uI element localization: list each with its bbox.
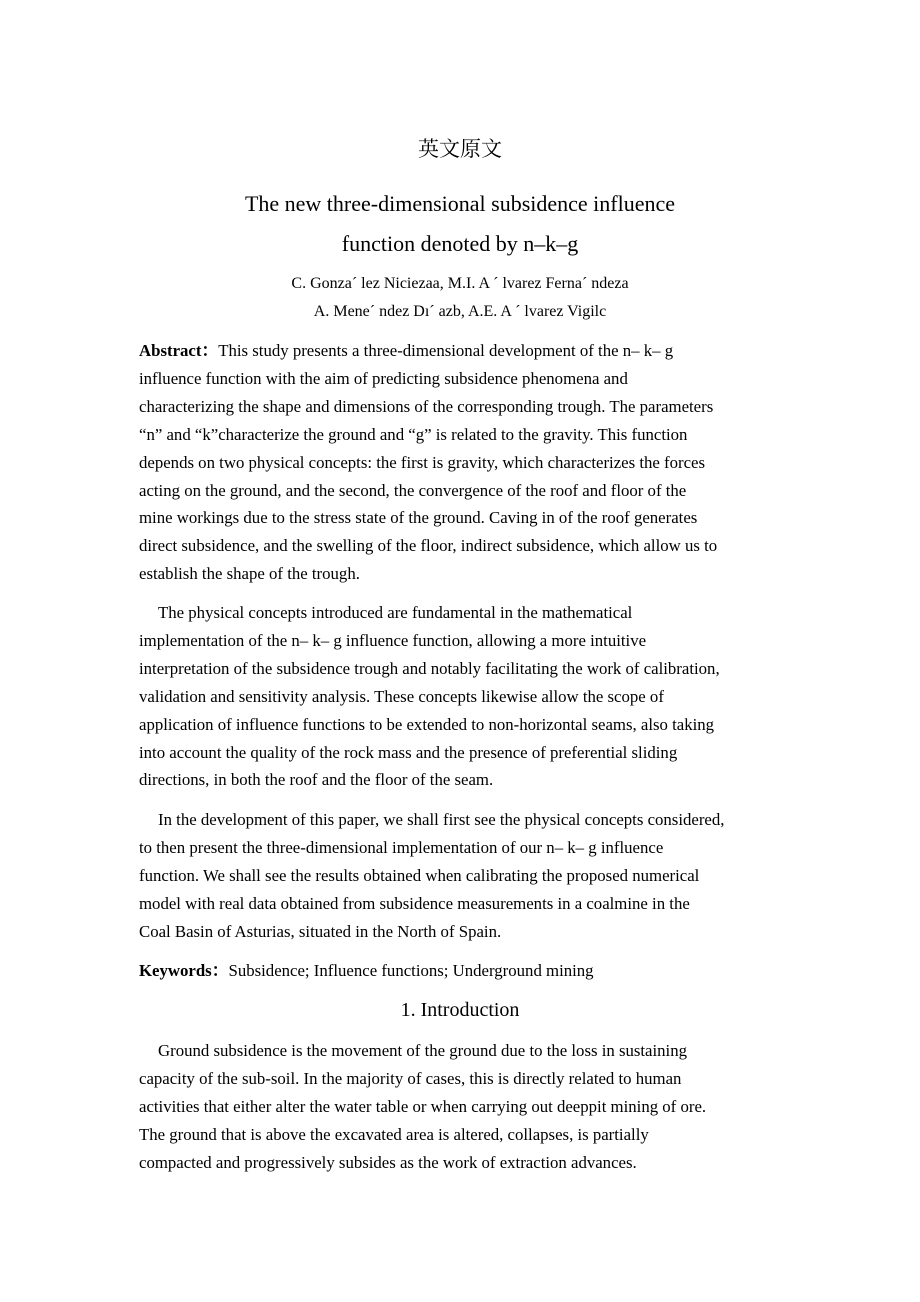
abstract-line: influence function with the aim of predicting subsidence phenomena and [139,368,628,388]
body-paragraph [139,599,789,794]
paper-title [0,184,920,264]
paragraph-line: validation and sensitivity analysis. These concepts likewise allow the scope of [139,686,664,706]
body-paragraph [139,806,789,946]
author-line: C. Gonza´ lez Niciezaa, M.I. A ´ lvarez Ferna´ ndeza [291,275,629,292]
abstract-label: Abstract： [139,341,219,360]
abstract-line: depends on two physical concepts: the first is gravity, which characterizes the forces [139,452,706,472]
paragraph-line: compacted and progressively subsides as the work of extraction advances. [139,1152,637,1172]
abstract-line: acting on the ground, and the second, the convergence of the roof and floor of the [139,480,687,500]
abstract-text: This study presents a three-dimensional development of the n– k– g [218,341,674,360]
abstract-line: “n” and “k”characterize the ground and “g” is related to the gravity. This function [139,424,688,444]
paragraph-line: capacity of the sub-soil. In the majority of cases, this is directly related to human [139,1068,682,1088]
abstract-line: establish the shape of the trough. [139,564,360,584]
paragraph-line: directions, in both the roof and the floor of the seam. [139,770,494,790]
paragraph-line: model with real data obtained from subsidence measurements in a coalmine in the [139,893,690,913]
paper-title-line: The new three-dimensional subsidence influence [244,191,676,216]
section-heading: 1. Introduction [400,999,520,1021]
abstract-paragraph [139,337,789,588]
abstract-line: direct subsidence, and the swelling of the floor, indirect subsidence, which allow us to [139,536,718,556]
chinese-heading: 英文原文 [418,137,502,161]
abstract-line: mine workings due to the stress state of the ground. Caving in of the roof generates [139,508,698,528]
abstract-line [139,337,789,365]
paper-title-line: function denoted by n–k–g [341,231,579,256]
author-list [0,270,920,326]
paragraph-line: application of influence functions to be extended to non-horizontal seams, also taking [139,714,715,734]
paragraph-line: In the development of this paper, we shall first see the physical concepts considered, [158,810,725,829]
author-line: A. Mene´ ndez Dı´ azb, A.E. A ´ lvarez Vigilc [313,303,607,320]
paragraph-line: to then present the three-dimensional implementation of our n– k– g influence [139,837,664,857]
paragraph-line: implementation of the n– k– g influence function, allowing a more intuitive [139,630,647,650]
paragraph-line: Ground subsidence is the movement of the ground due to the loss in sustaining [158,1041,688,1060]
paragraph-line: function. We shall see the results obtained when calibrating the proposed numerical [139,865,700,885]
keywords-text: Subsidence; Influence functions; Underground mining [228,961,594,980]
paragraph-line: Coal Basin of Asturias, situated in the North of Spain. [139,921,502,941]
paragraph-line: activities that either alter the water table or when carrying out deeppit mining of ore. [139,1096,707,1116]
paragraph-line: into account the quality of the rock mass and the presence of preferential sliding [139,742,678,762]
keywords-row [139,957,789,985]
body-paragraph [139,1037,789,1177]
keywords-label: Keywords： [139,961,229,980]
paragraph-line: The ground that is above the excavated area is altered, collapses, is partially [139,1124,649,1144]
paragraph-line: interpretation of the subsidence trough and notably facilitating the work of calibration, [139,658,720,678]
keywords-line [139,957,789,985]
abstract-line: characterizing the shape and dimensions of the corresponding trough. The parameters [139,396,714,416]
paragraph-line: The physical concepts introduced are fundamental in the mathematical [158,603,633,622]
